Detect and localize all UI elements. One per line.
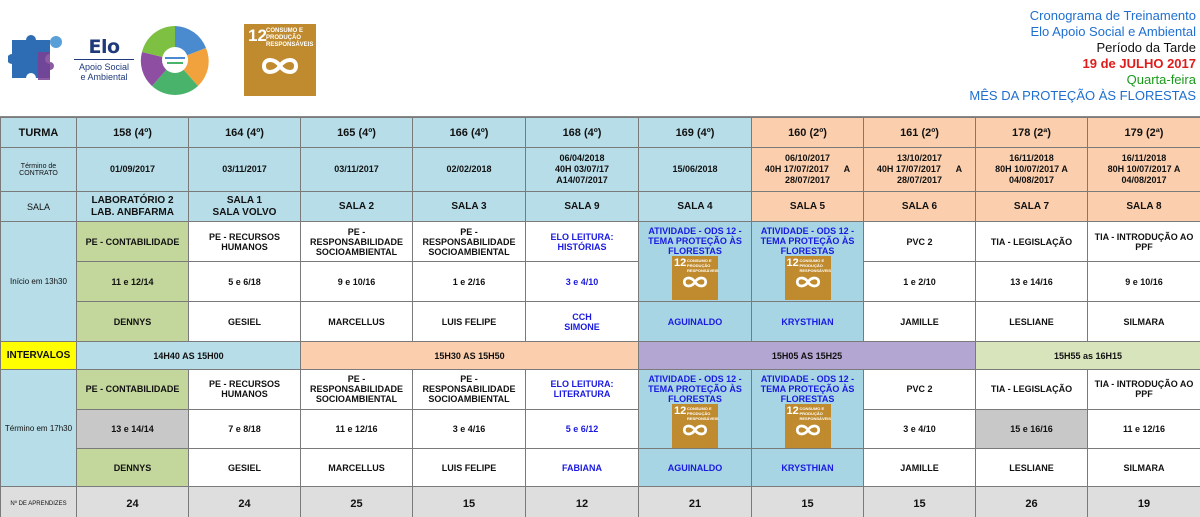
ods-activity-cell xyxy=(639,370,752,449)
instrutor-cell: GESIEL xyxy=(189,449,301,487)
sala-cell xyxy=(752,192,864,222)
turma-cell: 164 (4º) xyxy=(189,118,301,148)
sala-cell xyxy=(864,192,976,222)
aula-cell: 11 e 12/16 xyxy=(1088,409,1200,449)
cell-line: SALA 2 xyxy=(338,200,375,212)
cell-line: SALA 5 xyxy=(789,200,826,212)
aprendizes-cell: 12 xyxy=(526,487,639,517)
sala-cell xyxy=(639,192,752,222)
cell-line: 80H 10/07/2017 A xyxy=(995,164,1068,174)
infinity-icon xyxy=(793,422,823,438)
instrutor-cell: JAMILLE xyxy=(864,449,976,487)
aula-cell: 3 e 4/10 xyxy=(864,409,976,449)
turma-row xyxy=(1,118,1200,148)
cell-line: 15/06/2018 xyxy=(672,164,718,174)
cell-line: 02/02/2018 xyxy=(446,164,492,174)
materia-text: ATIVIDADE - ODS 12 - TEMA PROTEÇÃO ÀS FLORESTAS xyxy=(760,374,855,404)
instrutor-cell: CCH SIMONE xyxy=(526,302,639,342)
infinity-icon xyxy=(680,274,710,290)
cell-line: 28/07/2017 xyxy=(784,175,831,185)
termino-aula-row xyxy=(1,409,1200,449)
cell-line: 01/09/2017 xyxy=(109,164,156,174)
materia-cell: PE - RESPONSABILIDADE SOCIOAMBIENTAL xyxy=(413,222,526,262)
materia-text: ATIVIDADE - ODS 12 - TEMA PROTEÇÃO ÀS FLORESTAS xyxy=(648,374,742,404)
contrato-cell xyxy=(301,148,413,192)
infinity-icon xyxy=(680,422,710,438)
header xyxy=(0,0,1200,117)
materia-cell: PE - RESPONSABILIDADE SOCIOAMBIENTAL xyxy=(301,370,413,410)
turma-cell: 169 (4º) xyxy=(639,118,752,148)
aula-cell: 9 e 10/16 xyxy=(1088,262,1200,302)
title-line-2: Elo Apoio Social e Ambiental xyxy=(1030,24,1196,39)
instrutor-cell: SILMARA xyxy=(1088,302,1200,342)
materia-cell: PE - RESPONSABILIDADE SOCIOAMBIENTAL xyxy=(301,222,413,262)
date-label: 19 de JULHO 2017 xyxy=(1082,56,1196,71)
inicio-label: Início em 13h30 xyxy=(1,222,77,342)
instrutor-cell: JAMILLE xyxy=(864,302,976,342)
materia-cell: TIA - LEGISLAÇÃO xyxy=(976,222,1088,262)
aprendizes-row xyxy=(1,487,1200,517)
materia-cell: TIA - INTRODUÇÃO AO PPF xyxy=(1088,370,1200,410)
sustainability-cycle-icon xyxy=(138,24,212,96)
aula-cell: 11 e 12/16 xyxy=(301,409,413,449)
cell-line: 03/11/2017 xyxy=(334,164,379,174)
intervalos-row xyxy=(1,342,1200,370)
materia-cell: PE - RECURSOS HUMANOS xyxy=(189,222,301,262)
materia-text: ATIVIDADE - ODS 12 - TEMA PROTEÇÃO ÀS FLORESTAS xyxy=(648,226,742,256)
ods-activity-cell xyxy=(752,222,864,302)
cell-line: SALA 7 xyxy=(1013,200,1050,212)
aprendizes-label: Nº DE APRENDIZES xyxy=(1,487,77,517)
cell-line: LABORATÓRIO 2 xyxy=(91,194,174,206)
sala-cell xyxy=(77,192,189,222)
instrutor-cell: FABIANA xyxy=(526,449,639,487)
cell-line: SALA 1 xyxy=(226,194,263,206)
aprendizes-cell: 24 xyxy=(189,487,301,517)
cell-line: 16/11/2018 xyxy=(1121,153,1167,163)
cell-line: 28/07/2017 xyxy=(896,175,943,185)
cell-line: SALA 8 xyxy=(1126,200,1162,212)
turma-cell: 168 (4º) xyxy=(526,118,639,148)
turma-cell: 160 (2º) xyxy=(752,118,864,148)
materia-cell: PE - RESPONSABILIDADE SOCIOAMBIENTAL xyxy=(413,370,526,410)
termino-instrutor-row xyxy=(1,449,1200,487)
materia-cell: PE - RECURSOS HUMANOS xyxy=(189,370,301,410)
ods-activity-cell xyxy=(752,370,864,449)
aula-cell: 15 e 16/16 xyxy=(976,409,1088,449)
aprendizes-cell: 26 xyxy=(976,487,1088,517)
cell-line: 06/10/2017 xyxy=(784,153,831,163)
cell-line: 04/08/2017 xyxy=(1008,175,1055,185)
inicio-aula-row xyxy=(1,262,1200,302)
aula-cell: 13 e 14/16 xyxy=(976,262,1088,302)
ods-label: CONSUMO E PRODUÇÃO RESPONSÁVEIS xyxy=(266,28,314,48)
sala-row xyxy=(1,192,1200,222)
aula-cell: 3 e 4/10 xyxy=(526,262,639,302)
header-info xyxy=(969,8,1196,104)
materia-cell: PVC 2 xyxy=(864,370,976,410)
contrato-label: Término de CONTRATO xyxy=(1,148,77,192)
termino-label: Término em 17h30 xyxy=(1,370,77,487)
instrutor-cell: MARCELLUS xyxy=(301,449,413,487)
contrato-cell xyxy=(77,148,189,192)
instrutor-cell: AGUINALDO xyxy=(639,449,752,487)
aprendizes-cell: 21 xyxy=(639,487,752,517)
turma-cell: 165 (4º) xyxy=(301,118,413,148)
materia-cell: PE - CONTABILIDADE xyxy=(77,222,189,262)
ods-activity-cell xyxy=(639,222,752,302)
intervalo-cell: 15H55 as 16H15 xyxy=(976,342,1200,370)
termino-materia-row xyxy=(1,370,1200,410)
aula-cell: 9 e 10/16 xyxy=(301,262,413,302)
elo-logo xyxy=(8,30,128,92)
sala-cell xyxy=(526,192,639,222)
title-line-1: Cronograma de Treinamento xyxy=(1029,8,1196,23)
aula-cell: 1 e 2/16 xyxy=(413,262,526,302)
cell-line: SALA 6 xyxy=(901,200,938,212)
cell-line: SALA VOLVO xyxy=(212,206,277,218)
sala-cell xyxy=(413,192,526,222)
ods-12-small-logo: 12 CONSUMO E PRODUÇÃO RESPONSÁVEIS xyxy=(672,404,718,448)
cell-line: 16/11/2018 xyxy=(1009,153,1054,163)
instrutor-cell: LUIS FELIPE xyxy=(413,302,526,342)
aula-cell: 5 e 6/18 xyxy=(189,262,301,302)
inicio-materia-row xyxy=(1,222,1200,262)
sala-label: SALA xyxy=(1,192,77,222)
logo-sub-2: e Ambiental xyxy=(80,72,128,82)
sala-cell xyxy=(1088,192,1200,222)
period-label: Período da Tarde xyxy=(1096,40,1196,55)
puzzle-icon xyxy=(8,32,68,88)
logo-title: Elo xyxy=(88,36,120,58)
aula-cell: 7 e 8/18 xyxy=(189,409,301,449)
turma-cell: 161 (2º) xyxy=(864,118,976,148)
contrato-cell xyxy=(752,148,864,192)
inicio-instrutor-row xyxy=(1,302,1200,342)
materia-text: ATIVIDADE - ODS 12 - TEMA PROTEÇÃO ÀS FLORESTAS xyxy=(760,226,855,256)
cell-line: A14/07/2017 xyxy=(556,175,608,185)
intervalo-cell: 14H40 AS 15H00 xyxy=(77,342,301,370)
theme-label: MÊS DA PROTEÇÃO ÀS FLORESTAS xyxy=(969,88,1196,103)
weekday-label: Quarta-feira xyxy=(1126,72,1196,87)
cell-line: 40H 03/07/17 xyxy=(554,164,610,174)
logo-sub-1: Apoio Social xyxy=(78,62,130,72)
infinity-icon xyxy=(258,54,302,78)
instrutor-cell: GESIEL xyxy=(189,302,301,342)
intervalo-cell: 15H30 AS 15H50 xyxy=(301,342,639,370)
cell-line: 80H 10/07/2017 A xyxy=(1107,164,1181,174)
turma-cell: 179 (2ª) xyxy=(1088,118,1200,148)
cell-line: SALA 9 xyxy=(564,200,600,212)
contrato-cell xyxy=(189,148,301,192)
turma-cell: 178 (2ª) xyxy=(976,118,1088,148)
instrutor-cell: LUIS FELIPE xyxy=(413,449,526,487)
turma-label: TURMA xyxy=(1,118,77,148)
instrutor-cell: DENNYS xyxy=(77,449,189,487)
ods-12-logo xyxy=(244,24,316,96)
instrutor-cell: LESLIANE xyxy=(976,302,1088,342)
cell-line: SALA 3 xyxy=(451,200,487,212)
cell-line: 03/11/2017 xyxy=(222,164,267,174)
contrato-row xyxy=(1,148,1200,192)
cell-line: SALA 4 xyxy=(677,200,713,212)
sala-cell xyxy=(189,192,301,222)
aprendizes-cell: 24 xyxy=(77,487,189,517)
ods-12-small-logo: 12 CONSUMO E PRODUÇÃO RESPONSÁVEIS xyxy=(672,256,718,300)
intervalo-cell: 15H05 AS 15H25 xyxy=(639,342,976,370)
materia-cell: TIA - LEGISLAÇÃO xyxy=(976,370,1088,410)
cell-line: LAB. ANBFARMA xyxy=(91,206,174,218)
intervalos-label: INTERVALOS xyxy=(1,342,77,370)
materia-cell: PE - CONTABILIDADE xyxy=(77,370,189,410)
turma-cell: 158 (4º) xyxy=(77,118,189,148)
aula-cell: 11 e 12/14 xyxy=(77,262,189,302)
aula-cell: 1 e 2/10 xyxy=(864,262,976,302)
instrutor-cell: LESLIANE xyxy=(976,449,1088,487)
aula-cell: 3 e 4/16 xyxy=(413,409,526,449)
contrato-cell xyxy=(1088,148,1200,192)
aula-cell: 5 e 6/12 xyxy=(526,409,639,449)
sala-cell xyxy=(976,192,1088,222)
aprendizes-cell: 15 xyxy=(413,487,526,517)
cell-line: 13/10/2017 xyxy=(896,153,943,163)
aprendizes-cell: 15 xyxy=(752,487,864,517)
instrutor-cell: KRYSTHIAN xyxy=(752,302,864,342)
materia-cell: ELO LEITURA: HISTÓRIAS xyxy=(526,222,639,262)
materia-cell: ELO LEITURA: LITERATURA xyxy=(526,370,639,410)
sala-cell xyxy=(301,192,413,222)
cell-line: 40H 17/07/2017 A xyxy=(764,164,851,174)
instrutor-cell: MARCELLUS xyxy=(301,302,413,342)
aprendizes-cell: 15 xyxy=(864,487,976,517)
materia-cell: PVC 2 xyxy=(864,222,976,262)
contrato-cell xyxy=(976,148,1088,192)
instrutor-cell: DENNYS xyxy=(77,302,189,342)
aprendizes-cell: 19 xyxy=(1088,487,1200,517)
contrato-cell xyxy=(526,148,639,192)
ods-number: 12 xyxy=(248,26,267,45)
contrato-cell xyxy=(639,148,752,192)
cell-line: 40H 17/07/2017 A xyxy=(876,164,963,174)
instrutor-cell: AGUINALDO xyxy=(639,302,752,342)
ods-12-small-logo: 12 CONSUMO E PRODUÇÃO RESPONSÁVEIS xyxy=(785,404,831,448)
instrutor-cell: SILMARA xyxy=(1088,449,1200,487)
schedule-table xyxy=(0,117,1200,517)
contrato-cell xyxy=(413,148,526,192)
infinity-icon xyxy=(793,274,823,290)
cell-line: 06/04/2018 xyxy=(559,153,605,163)
ods-12-small-logo: 12 CONSUMO E PRODUÇÃO RESPONSÁVEIS xyxy=(785,256,831,300)
aula-cell: 13 e 14/14 xyxy=(77,409,189,449)
aprendizes-cell: 25 xyxy=(301,487,413,517)
materia-cell: TIA - INTRODUÇÃO AO PPF xyxy=(1088,222,1200,262)
cell-line: 04/08/2017 xyxy=(1121,175,1167,185)
contrato-cell xyxy=(864,148,976,192)
turma-cell: 166 (4º) xyxy=(413,118,526,148)
instrutor-cell: KRYSTHIAN xyxy=(752,449,864,487)
